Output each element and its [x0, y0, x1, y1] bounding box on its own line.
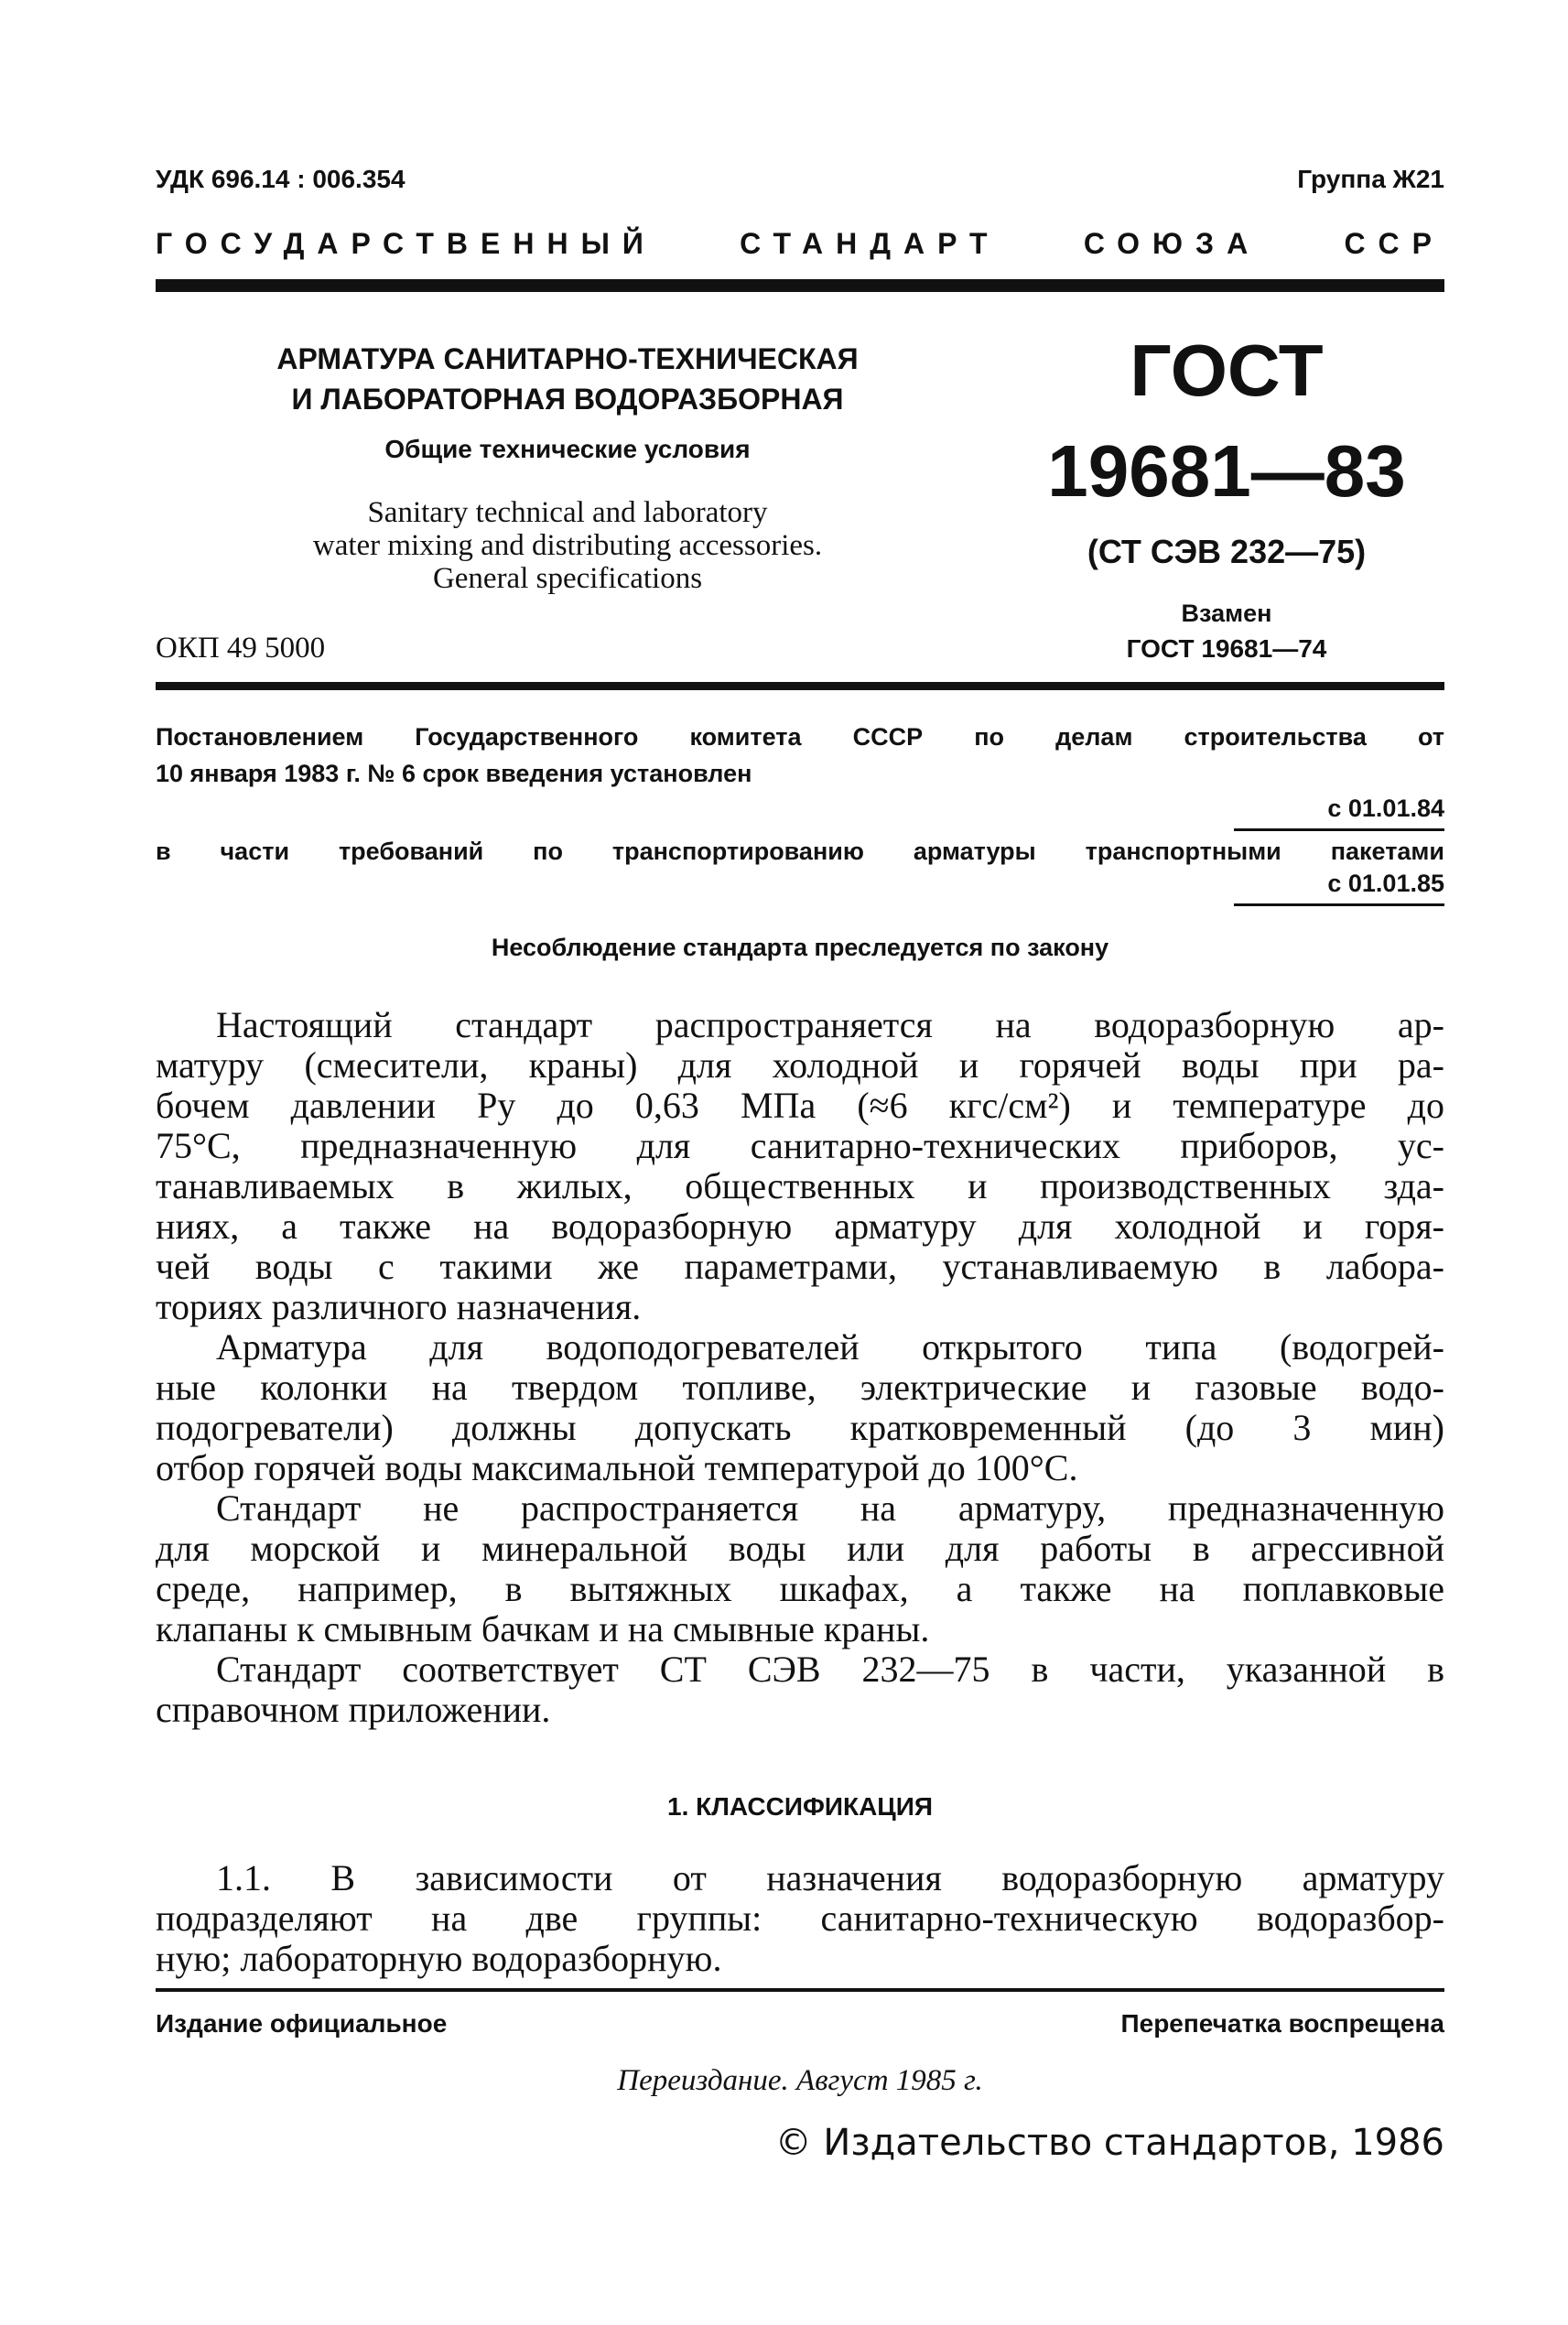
effective-date-2: с 01.01.85 [1327, 870, 1444, 897]
effective-date-1: с 01.01.84 [1327, 795, 1444, 822]
st-sev-reference: (СТ СЭВ 232—75) [1087, 533, 1367, 570]
legal-notice: Несоблюдение стандарта преследуется по закону [491, 934, 1109, 961]
copyright: © Издательство стандартов, 1986 [774, 2122, 1444, 2164]
text-line: 75°С, предназначенную для санитарно-технических приборов, ус- [156, 1125, 1444, 1166]
group-code: Группа Ж21 [1297, 165, 1444, 193]
text-line: танавливаемых в жилых, общественных и производственных зда- [156, 1165, 1444, 1206]
replaces-value: ГОСТ 19681—74 [1126, 634, 1327, 663]
text-line: бочем давлении Ру до 0,63 МПа (≈6 кгс/см²) и температуре до [156, 1085, 1444, 1126]
text-line: Арматура для водоподогревателей открытого типа (водогрей- [216, 1326, 1444, 1368]
decree-line-2: 10 января 1983 г. № 6 срок введения установлен [156, 760, 752, 787]
gost-number: 19681—83 [1047, 430, 1406, 512]
state-standard-banner: ГОСУДАРСТВЕННЫЙ СТАНДАРТ СОЮЗА ССР [156, 227, 1444, 260]
text-line: матуру (смесители, краны) для холодной и горячей воды при ра- [156, 1044, 1444, 1086]
paragraph-exclusions [156, 1488, 1444, 1649]
reprint-prohibited: Перепечатка воспрещена [1120, 2009, 1444, 2038]
replaces-label: Взамен [1181, 600, 1272, 627]
text-line: Стандарт не распространяется на арматуру, предназначенную [216, 1487, 1444, 1529]
text-line: Настоящий стандарт распространяется на водоразборную ар- [216, 1004, 1444, 1045]
paragraph-classification [156, 1858, 1444, 1979]
udk-code: УДК 696.14 : 006.354 [156, 165, 406, 193]
english-title [211, 496, 925, 595]
text-line: среде, например, в вытяжных шкафах, а также на поплавковые [156, 1568, 1444, 1609]
text-line: ториях различного назначения. [156, 1286, 642, 1327]
date-2-underline [1234, 903, 1444, 906]
text-line: клапаны к смывным бачкам и на смывные краны. [156, 1608, 930, 1649]
text-line: чей воды с такими же параметрами, устанавливаемую в лабора- [156, 1246, 1444, 1287]
text-line: Стандарт соответствует СТ СЭВ 232—75 в части, указанной в [216, 1649, 1444, 1690]
section-heading: 1. КЛАССИФИКАЦИЯ [667, 1792, 933, 1821]
text-line: отбор горячей воды максимальной температурой до 100°С. [156, 1447, 1078, 1488]
english-line-3: General specifications [432, 562, 703, 595]
paragraph-scope [156, 1005, 1444, 1327]
text-line: подогреватели) должны допускать кратковременный (до 3 мин) [156, 1407, 1444, 1448]
english-line-2: water mixing and distributing accessories. [312, 529, 823, 562]
title-bottom-rule [156, 682, 1444, 690]
footer-rule [156, 1988, 1444, 1992]
text-line: 1.1. В зависимости от назначения водоразборную арматуру [216, 1857, 1444, 1898]
official-edition: Издание официальное [156, 2009, 448, 2038]
text-line: ниях, а также на водоразборную арматуру для холодной и горя- [156, 1206, 1444, 1247]
title-block [211, 339, 925, 419]
date-1-underline [1234, 828, 1444, 831]
text-line: справочном приложении. [156, 1689, 551, 1730]
title-line-1: АРМАТУРА САНИТАРНО-ТЕХНИЧЕСКАЯ [276, 342, 859, 375]
subtitle: Общие технические условия [384, 435, 751, 463]
gost-label: ГОСТ [1130, 330, 1324, 411]
title-line-2: И ЛАБОРАТОРНАЯ ВОДОРАЗБОРНАЯ [291, 383, 844, 416]
decree-line-1: Постановлением Государственного комитета СССР по делам строительства от [156, 723, 1444, 751]
reissue-note: Переиздание. Август 1985 г. [617, 2064, 983, 2097]
paragraph-compliance [156, 1649, 1444, 1730]
okp-code: ОКП 49 5000 [156, 632, 326, 665]
text-line: подразделяют на две группы: санитарно-техническую водоразбор- [156, 1898, 1444, 1939]
paragraph-heaters [156, 1327, 1444, 1488]
text-line: ные колонки на твердом топливе, электрические и газовые водо- [156, 1367, 1444, 1408]
text-line: ную; лабораторную водоразборную. [156, 1938, 722, 1979]
decree-line-3: в части требований по транспортированию арматуры транспортными пакетами [156, 838, 1444, 865]
english-line-1: Sanitary technical and laboratory [367, 496, 768, 529]
text-line: для морской и минеральной воды или для работы в агрессивной [156, 1528, 1444, 1569]
header-thick-rule [156, 279, 1444, 292]
